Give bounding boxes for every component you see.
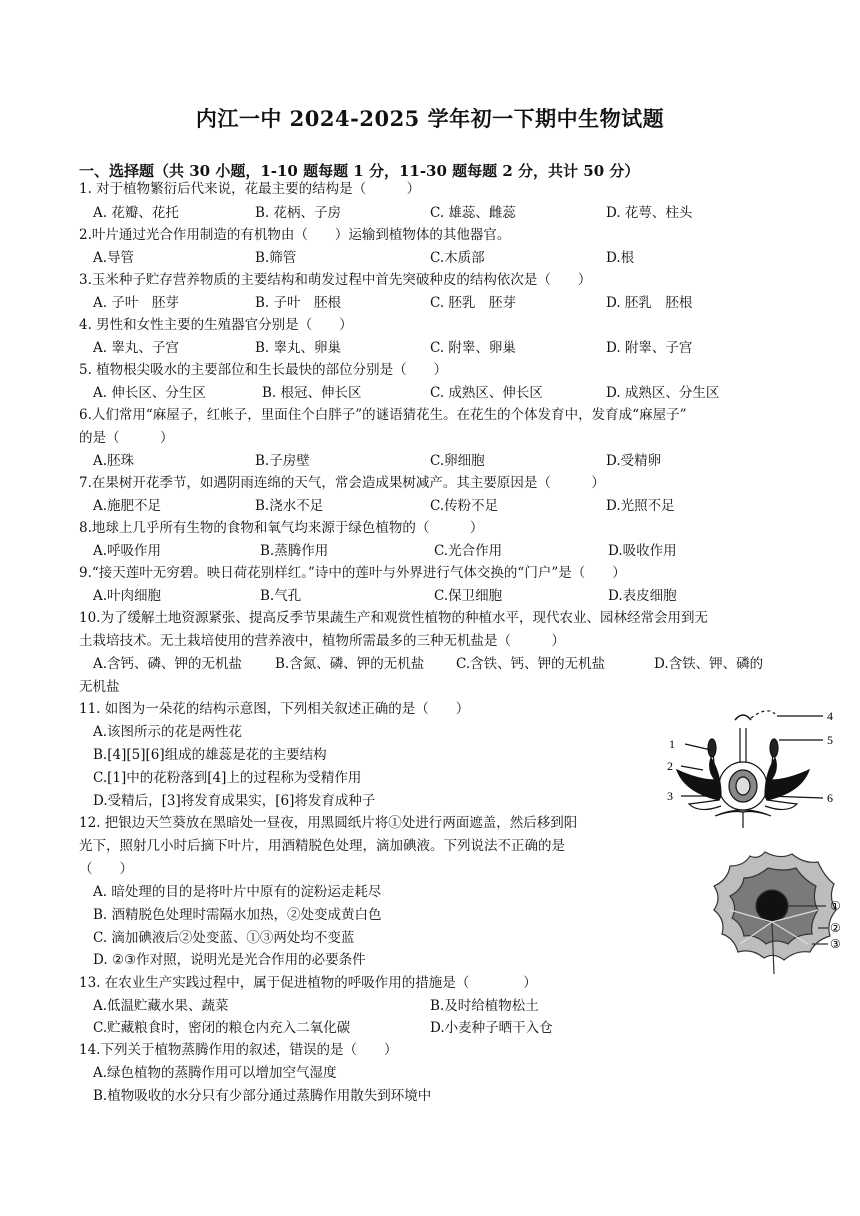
q14-option-b: B.植物吸收的水分只有少部分通过蒸腾作用散失到环境中 xyxy=(93,1088,432,1104)
question-1-stem: 1. 对于植物繁衍后代来说，花最主要的结构是（ ） xyxy=(79,181,421,197)
flower-label-2: 2 xyxy=(667,759,673,773)
q1-option-c: C. 雄蕊、雌蕊 xyxy=(430,205,516,221)
q10-option-b: B.含氮、磷、钾的无机盐 xyxy=(275,656,425,672)
q1-option-a: A. 花瓣、花托 xyxy=(93,205,179,221)
flower-structure-figure xyxy=(655,700,845,835)
q1-option-b: B. 花柄、子房 xyxy=(255,205,342,221)
q11-option-d: D.受精后，[3]将发育成果实，[6]将发育成种子 xyxy=(93,793,376,809)
question-12-stem-cont: 光下，照射几小时后摘下叶片，用酒精脱色处理，滴加碘液。下列说法不正确的是 xyxy=(79,838,565,854)
q7-option-b: B.浇水不足 xyxy=(255,498,324,514)
q2-option-a: A.导管 xyxy=(93,250,135,266)
question-8-stem: 8.地球上几乎所有生物的食物和氧气均来源于绿色植物的（ ） xyxy=(79,520,484,536)
flower-label-4: 4 xyxy=(827,709,833,723)
question-10-stem: 10.为了缓解土地资源紧张、提高反季节果蔬生产和观赏性植物的种植水平，现代农业、园林经常会用到无 xyxy=(79,610,708,626)
q6-option-c: C.卵细胞 xyxy=(430,453,485,469)
question-4-stem: 4. 男性和女性主要的生殖器官分别是（ ） xyxy=(79,317,353,333)
q5-option-a: A. 伸长区、分生区 xyxy=(93,385,206,401)
flower-label-1: 1 xyxy=(669,737,675,751)
q7-option-d: D.光照不足 xyxy=(606,498,675,514)
q10-option-a: A.含钙、磷、钾的无机盐 xyxy=(93,656,243,672)
q13-option-b: B.及时给植物松土 xyxy=(430,998,539,1014)
q11-option-b: B.[4][5][6]组成的雄蕊是花的主要结构 xyxy=(93,747,327,763)
q13-option-d: D.小麦种子晒干入仓 xyxy=(430,1020,553,1036)
q5-option-c: C. 成熟区、伸长区 xyxy=(430,385,543,401)
q2-option-c: C.木质部 xyxy=(430,250,485,266)
q12-option-b: B. 酒精脱色处理时需隔水加热，②处变成黄白色 xyxy=(93,907,382,923)
page-title: 内江一中 2024-2025 学年初一下期中生物试题 xyxy=(195,106,665,131)
leaf-experiment-figure xyxy=(700,848,850,978)
q9-option-d: D.表皮细胞 xyxy=(608,588,677,604)
q12-option-c: C. 滴加碘液后②处变蓝、①③两处均不变蓝 xyxy=(93,930,355,946)
q6-option-d: D.受精卵 xyxy=(606,453,662,469)
q2-option-d: D.根 xyxy=(606,250,635,266)
q4-option-b: B. 睾丸、卵巢 xyxy=(255,340,342,356)
flower-label-6: 6 xyxy=(827,791,833,805)
q11-option-a: A.该图所示的花是两性花 xyxy=(93,724,243,740)
q4-option-d: D. 附睾、子宫 xyxy=(606,340,693,356)
q8-option-c: C.光合作用 xyxy=(434,543,503,559)
q3-option-c: C. 胚乳 胚芽 xyxy=(430,295,516,311)
question-13-stem: 13. 在农业生产实践过程中，属于促进植物的呼吸作用的措施是（ ） xyxy=(79,975,537,991)
question-10-stem-cont: 土栽培技术。无土栽培使用的营养液中，植物所需最多的三种无机盐是（ ） xyxy=(79,633,565,649)
q9-option-a: A.叶肉细胞 xyxy=(93,588,162,604)
q3-option-b: B. 子叶 胚根 xyxy=(255,295,342,311)
question-12-stem-cont2: （ ） xyxy=(79,861,133,877)
q10-option-c: C.含铁、钙、钾的无机盐 xyxy=(456,656,606,672)
question-3-stem: 3.玉米种子贮存营养物质的主要结构和萌发过程中首先突破种皮的结构依次是（ ） xyxy=(79,272,592,288)
q3-option-a: A. 子叶 胚芽 xyxy=(93,295,179,311)
q3-option-d: D. 胚乳 胚根 xyxy=(606,295,693,311)
q1-option-d: D. 花萼、柱头 xyxy=(606,205,693,221)
q7-option-c: C.传粉不足 xyxy=(430,498,499,514)
q12-option-a: A. 暗处理的目的是将叶片中原有的淀粉运走耗尽 xyxy=(93,884,382,900)
q5-option-b: B. 根冠、伸长区 xyxy=(262,385,362,401)
question-11-stem: 11. 如图为一朵花的结构示意图，下列相关叙述正确的是（ ） xyxy=(79,701,470,717)
q13-option-a: A.低温贮藏水果、蔬菜 xyxy=(93,998,229,1014)
q13-option-c: C.贮藏粮食时，密闭的粮仓内充入二氧化碳 xyxy=(93,1020,351,1036)
q9-option-c: C.保卫细胞 xyxy=(434,588,503,604)
q2-option-b: B.筛管 xyxy=(255,250,297,266)
q10-option-d: D.含铁、钾、磷的 xyxy=(654,656,764,672)
q14-option-a: A.绿色植物的蒸腾作用可以增加空气湿度 xyxy=(93,1065,337,1081)
q10-option-d-cont: 无机盐 xyxy=(79,679,120,695)
leaf-label-2: ② xyxy=(830,921,841,935)
q12-option-d: D. ②③作对照，说明光是光合作用的必要条件 xyxy=(93,952,366,968)
section-heading: 一、选择题（共 30 小题，1-10 题每题 1 分，11-30 题每题 2 分，共计 50 分） xyxy=(79,162,640,180)
question-9-stem: 9.“接天莲叶无穷碧。映日荷花别样红。”诗中的莲叶与外界进行气体交换的“门户”是（ ） xyxy=(79,565,626,581)
q4-option-a: A. 睾丸、子宫 xyxy=(93,340,179,356)
q9-option-b: B.气孔 xyxy=(260,588,302,604)
question-6-stem-cont: 的是（ ） xyxy=(79,430,174,446)
q6-option-a: A.胚珠 xyxy=(93,453,135,469)
question-2-stem: 2.叶片通过光合作用制造的有机物由（ ）运输到植物体的其他器官。 xyxy=(79,227,511,243)
question-5-stem: 5. 植物根尖吸水的主要部位和生长最快的部位分别是（ ） xyxy=(79,362,448,378)
question-6-stem: 6.人们常用“麻屋子，红帐子，里面住个白胖子”的谜语猜花生。在花生的个体发育中，发育成“麻屋子” xyxy=(79,407,687,423)
leaf-label-3: ③ xyxy=(830,937,841,951)
question-14-stem: 14.下列关于植物蒸腾作用的叙述，错误的是（ ） xyxy=(79,1042,398,1058)
flower-label-3: 3 xyxy=(667,789,673,803)
q8-option-a: A.呼吸作用 xyxy=(93,543,162,559)
q8-option-b: B.蒸腾作用 xyxy=(260,543,329,559)
question-12-stem: 12. 把银边天竺葵放在黑暗处一昼夜，用黑圆纸片将①处进行两面遮盖，然后移到阳 xyxy=(79,815,578,831)
q5-option-d: D. 成熟区、分生区 xyxy=(606,385,720,401)
leaf-label-1: ① xyxy=(830,899,841,913)
q8-option-d: D.吸收作用 xyxy=(608,543,677,559)
q4-option-c: C. 附睾、卵巢 xyxy=(430,340,516,356)
q7-option-a: A.施肥不足 xyxy=(93,498,162,514)
flower-label-5: 5 xyxy=(827,733,833,747)
q11-option-c: C.[1]中的花粉落到[4]上的过程称为受精作用 xyxy=(93,770,362,786)
q6-option-b: B.子房壁 xyxy=(255,453,310,469)
question-7-stem: 7.在果树开花季节，如遇阴雨连绵的天气，常会造成果树减产。其主要原因是（ ） xyxy=(79,475,605,491)
